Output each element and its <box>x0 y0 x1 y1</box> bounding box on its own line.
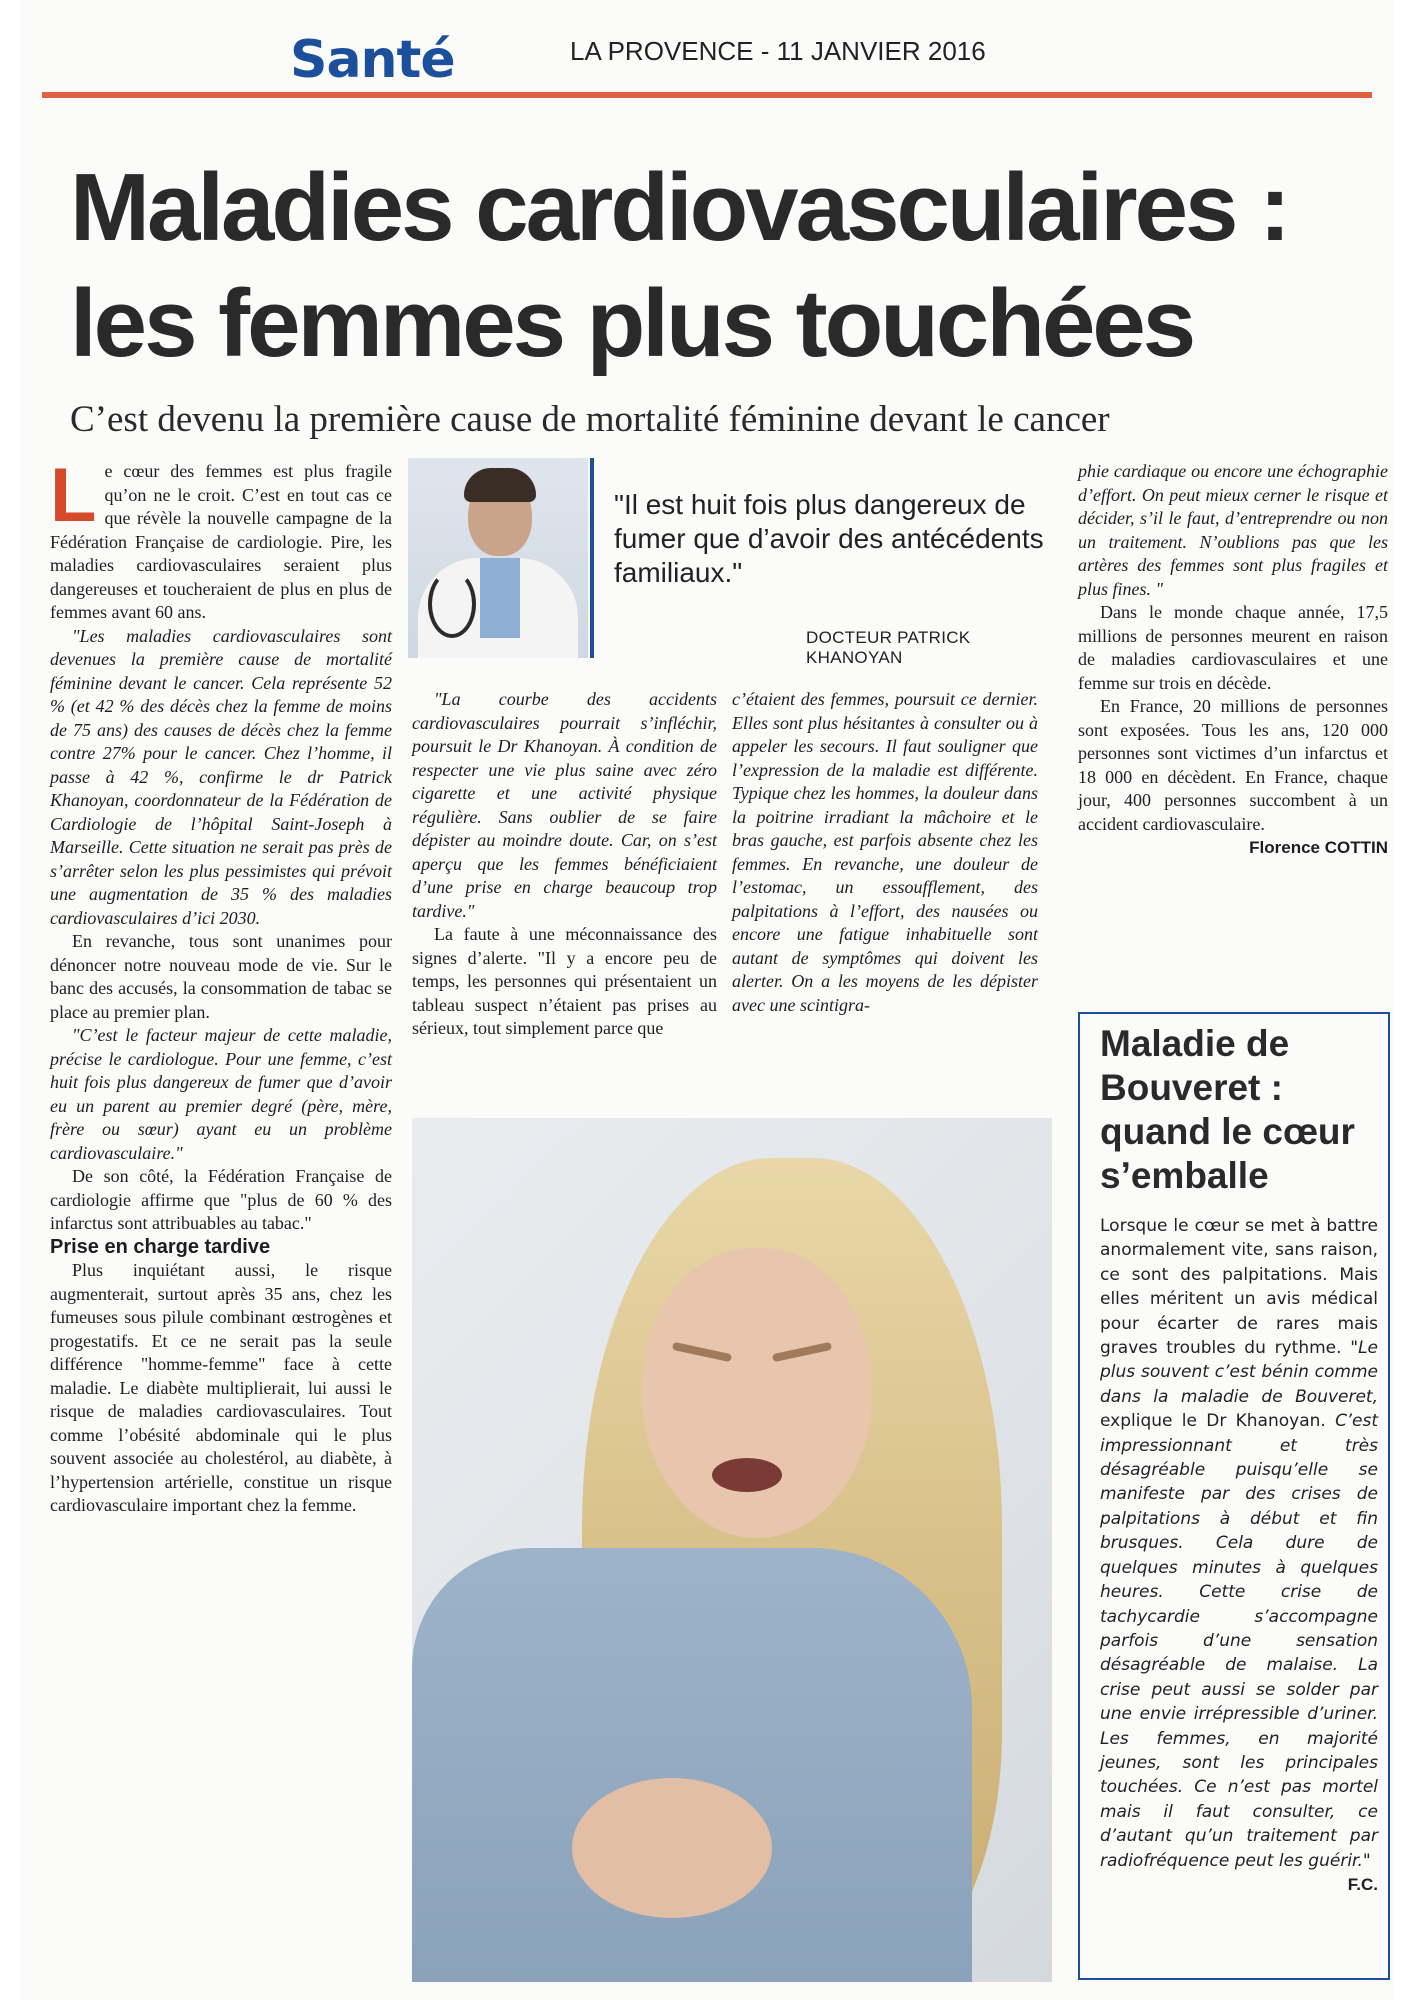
header-rule <box>42 92 1372 98</box>
sidebar-body: Lorsque le cœur se met à battre anormalement vite, sans raison, ce sont des palpitations. Mais elles méritent un avis médical pour écarter de rares mais graves troubles du rythme. "Le plus souvent c’est bénin comme dans la maladie de Bouveret, explique le Dr Khanoyan. C’est impressionnant et très désagréable puisqu’elle se manifeste par des crises de palpitations à début et fin brusques. Cela dure de quelques minutes à quelques heures. Cette crise de tachycardie s’accompagne parfois d’une sensation désagréable de malaise. La crise peut aussi se solder par une envie irrépressible d’uriner. Les femmes, en majorité jeunes, sont les principales touchées. Ce n’est pas mortel mais il faut consulter, ce d’autant qu’un traitement par radiofréquence peut les guérir." F.C. <box>1100 1214 1378 1897</box>
headline-line2: les femmes plus touchées <box>70 270 1194 377</box>
pull-quote-box <box>408 458 1058 667</box>
sidebar-box <box>1078 1012 1390 1980</box>
woman-chest-pain-photo <box>412 1118 1052 1982</box>
drop-cap: L <box>50 453 97 538</box>
pull-quote: "Il est huit fois plus dangereux de fumer que d’avoir des antécédents familiaux." <box>614 489 1044 588</box>
article-paragraph: Plus inquiétant aussi, le risque augmenterait, surtout après 35 ans, chez les fumeuses sous pilule combinant œstrogènes et progestatifs. Et ce ne serait pas la seule différence "homme-femme" face à cette maladie. Le diabète multiplierait, lui aussi le risque de maladies cardiovasculaires. Tout comme l’obésité abdominale qui le plus souvent associée au cholestérol, au diabète, à l’hypertension artérielle, constitue un risque cardiovasculaire important chez la femme. <box>50 1260 392 1515</box>
article-paragraph: En France, 20 millions de personnes sont exposées. Tous les ans, 120 000 personnes sont victimes d’un infarctus et 18 000 en décèdent. En France, chaque jour, 400 personnes succombent à un accident cardiovasculaire. <box>1078 696 1388 834</box>
section-rubric: Santé <box>290 30 455 90</box>
newspaper-page <box>20 0 1395 2000</box>
stethoscope-icon <box>428 570 476 638</box>
column-2 <box>412 688 717 1041</box>
headline <box>70 150 1390 382</box>
source-date: LA PROVENCE - 11 JANVIER 2016 <box>570 36 986 66</box>
article-paragraph: "La courbe des accidents cardiovasculaires pourrait s’infléchir, poursuit le Dr Khanoyan. À condition de respecter une vie plus saine avec zéro cigarette et une activité physique régulière. Sans oublier de se faire dépister au moindre doute. Car, on s’est aperçu que les femmes bénéficiaient d’une prise en charge beaucoup trop tardive." <box>412 689 717 921</box>
article-paragraph: Le cœur des femmes est plus fragile qu’on ne le croit. C’est en tout cas ce que révèle la nouvelle campagne de la Fédération Française de cardiologie. Pire, les maladies cardiovasculaires seraient plus dangereuses et toucheraient de plus en plus de femmes avant 60 ans. <box>50 453 392 622</box>
article-paragraph: La faute à une méconnaissance des signes d’alerte. "Il y a encore peu de temps, les personnes qui présentaient un tableau suspect n’étaient pas prises au sérieux, tout simplement parce que <box>412 924 717 1038</box>
sidebar-signoff: F.C. <box>1347 1874 1378 1894</box>
subheading: Prise en charge tardive <box>50 1235 271 1258</box>
article-paragraph: De son côté, la Fédération Française de cardiologie affirme que "plus de 60 % des infarctus sont attribuables au tabac." <box>50 1166 392 1233</box>
headline-line1: Maladies cardiovasculaires : <box>70 154 1288 261</box>
column-4 <box>1078 460 1388 860</box>
article-paragraph: c’étaient des femmes, poursuit ce dernier. Elles sont plus hésitantes à consulter ou à appeler les secours. Il faut souligner que l’expression de la maladie est différente. Typique chez les hommes, la douleur dans la poitrine irradiant la mâchoire et le bras gauche, est parfois absente chez les femmes. En revanche, une douleur de l’estomac, un essoufflement, des palpitations à l’effort, des nausées ou encore une fatigue inhabituelle sont autant de symptômes qui doivent les alerter. On a les moyens de les dépister avec une scintigra- <box>732 689 1038 1015</box>
article-paragraph: Dans le monde chaque année, 17,5 millions de personnes meurent en raison de maladies cardiovasculaires et une femme sur trois en décède. <box>1078 602 1388 693</box>
doctor-portrait-photo <box>408 458 588 658</box>
accent-bar <box>590 458 594 658</box>
column-3 <box>732 688 1038 1017</box>
article-paragraph: "Les maladies cardiovasculaires sont devenues la première cause de mortalité féminine devant le cancer. Cela représente 52 % (et 42 % des décès chez la femme de moins de 75 ans) des causes de décès chez la femme contre 27% pour le cancer. Chez l’homme, il passe à 42 %, confirme le dr Patrick Khanoyan, coordonnateur de la Fédération de Cardiologie de l’hôpital Saint-Joseph à Marseille. Cette situation ne serait pas près de s’arrêter selon les plus pessimistes qui prévoit une augmentation de 35 % des maladies cardiovasculaires d’ici 2030. <box>50 625 392 928</box>
article-paragraph: phie cardiaque ou encore une échographie d’effort. On peut mieux cerner le risque et décider, s’il le faut, d’entreprendre ou non un traitement. N’oublions pas que les artères des femmes sont plus fragiles et plus fines. " <box>1078 461 1388 599</box>
pull-quote-attribution: DOCTEUR PATRICK KHANOYAN <box>806 628 971 667</box>
deck: C’est devenu la première cause de mortalité féminine devant le cancer <box>70 399 1110 440</box>
column-1 <box>50 453 392 1518</box>
byline: Florence COTTIN <box>1249 838 1388 857</box>
sidebar-title: Maladie de Bouveret : quand le cœur s’emballe <box>1100 1023 1355 1196</box>
article-paragraph: "C’est le facteur majeur de cette maladie, précise le cardiologue. Pour une femme, c’est huit fois plus dangereux de fumer que d’avoir eu un parent au premier degré (père, mère, frère ou sœur) ayant eu un problème cardiovasculaire." <box>50 1025 392 1163</box>
article-paragraph: En revanche, tous sont unanimes pour dénoncer notre nouveau mode de vie. Sur le banc des accusés, la consommation de tabac se place au premier plan. <box>50 931 392 1022</box>
